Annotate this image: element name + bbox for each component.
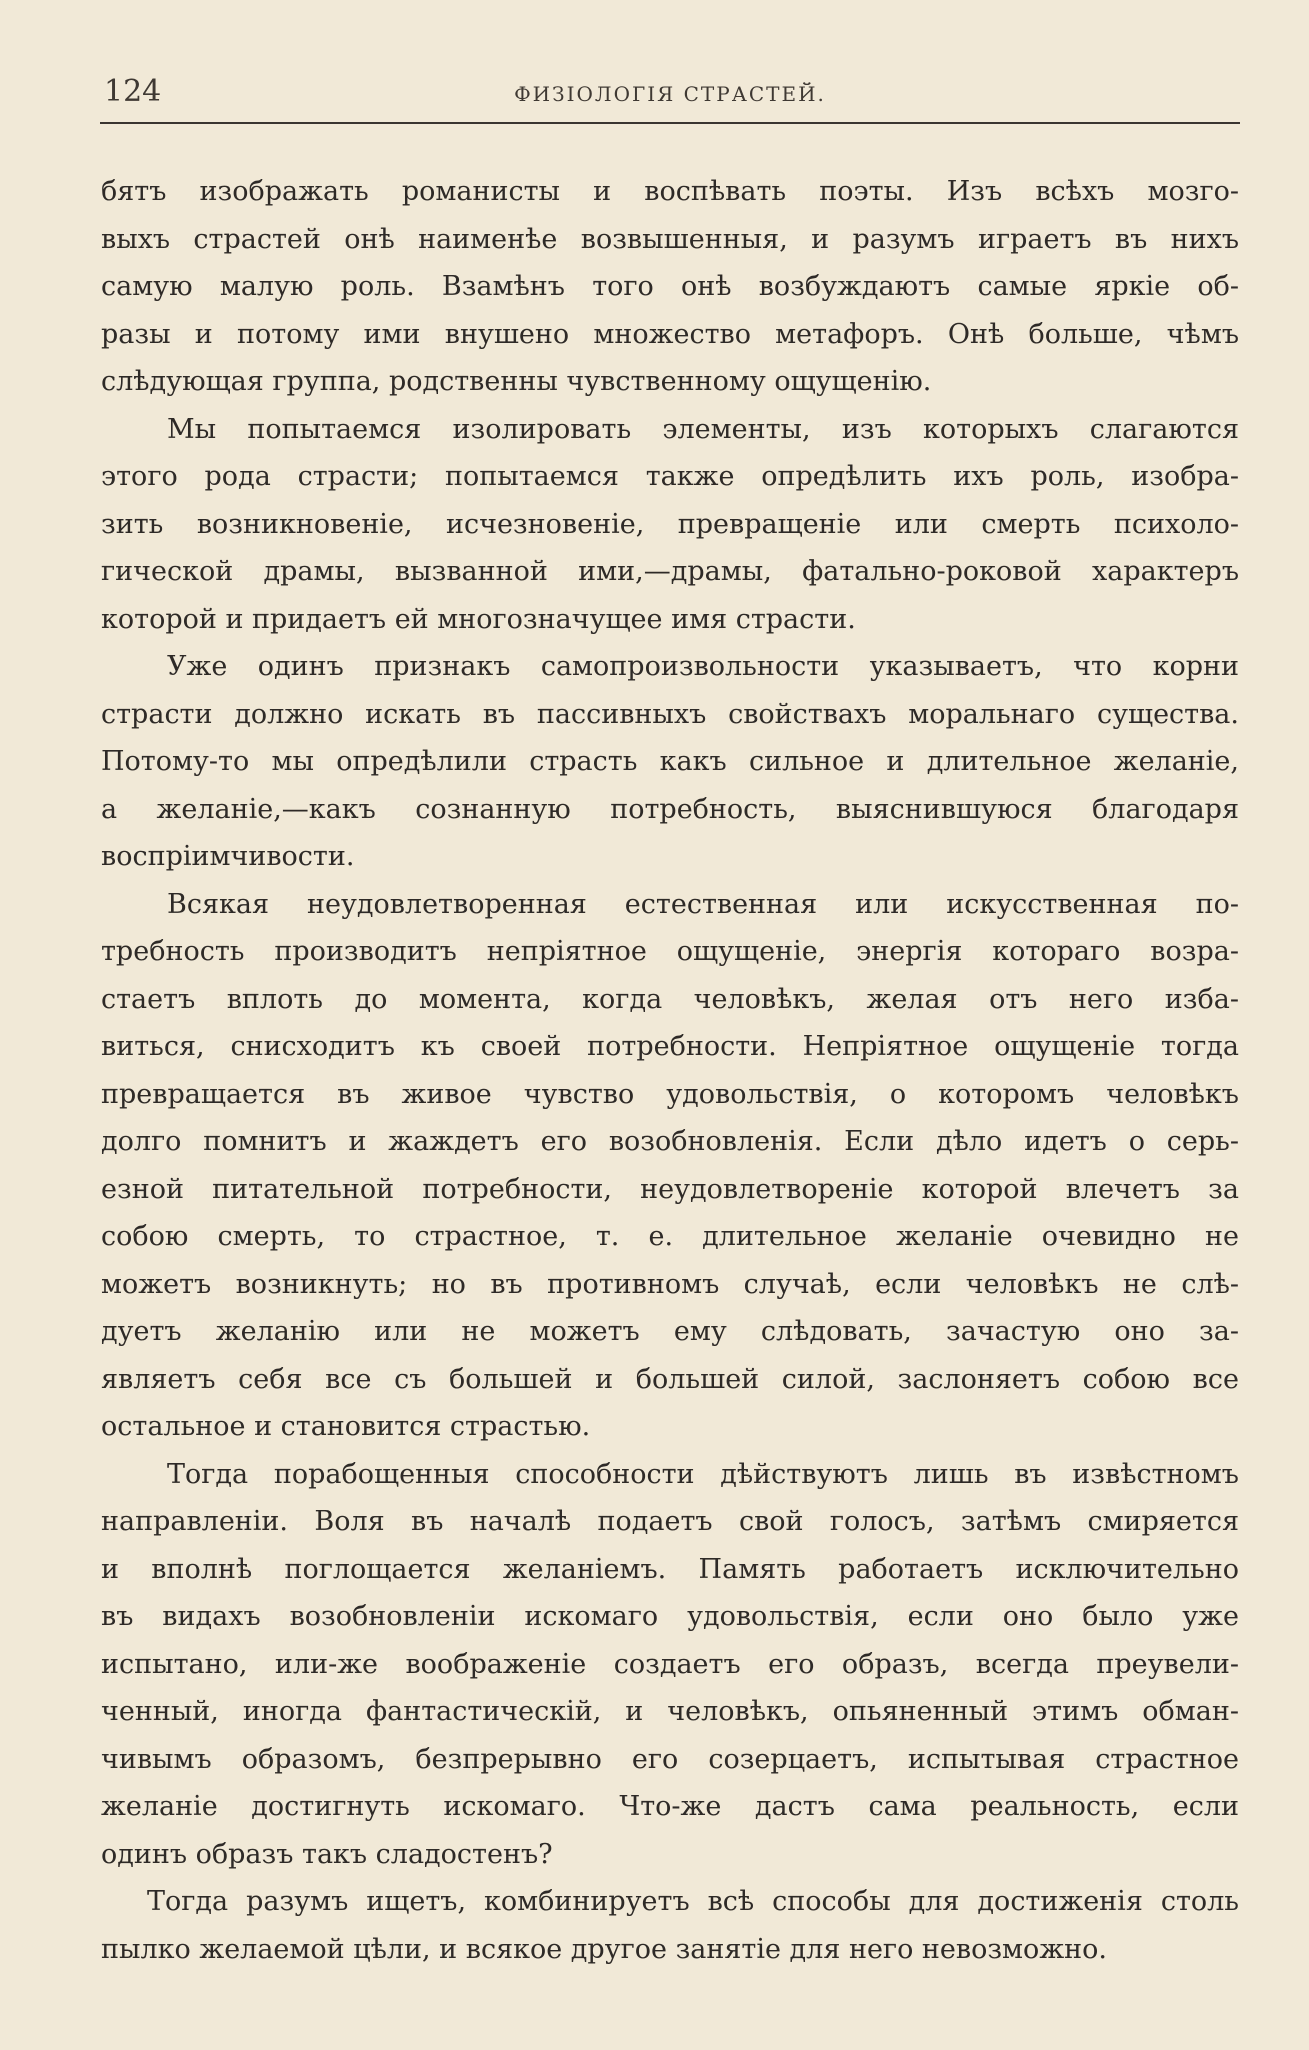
text-line: превращается въ живое чувство удовольствія, о которомъ человѣкъ xyxy=(101,1078,1239,1110)
text-line: ченный, иногда фантастическій, и человѣкъ, опьяненный этимъ обман- xyxy=(101,1696,1239,1727)
text-line: направленіи. Воля въ началѣ подаетъ свой голосъ, затѣмъ смиряется xyxy=(101,1506,1239,1537)
text-line: страсти должно искать въ пассивныхъ свойствахъ моральнаго существа. xyxy=(101,698,1239,730)
text-line: разы и потому ими внушено множество метафоръ. Онѣ больше, чѣмъ xyxy=(101,318,1239,350)
paragraph xyxy=(101,1451,1239,1879)
text-line: а желаніе,—какъ сознанную потребность, выяснившуюся благодаря xyxy=(101,793,1239,825)
text-line: въ видахъ возобновленіи искомаго удовольствія, если оно было уже xyxy=(101,1601,1239,1632)
text-line: стаетъ вплоть до момента, когда человѣкъ, желая отъ него изба- xyxy=(101,983,1239,1015)
paragraph xyxy=(101,881,1239,1451)
text-line: остальное и становится страстью. xyxy=(101,1411,591,1442)
text-line: требность производитъ непріятное ощущеніе, энергія котораго возра- xyxy=(101,936,1239,967)
text-line: испытано, или-же воображеніе создаетъ его образъ, всегда преувели- xyxy=(101,1648,1239,1680)
text-line: бятъ изображать романисты и воспѣвать поэты. Изъ всѣхъ мозго- xyxy=(101,176,1239,207)
text-line: долго помнитъ и жаждетъ его возобновленія. Если дѣло идетъ о серь- xyxy=(101,1126,1239,1157)
text-line: собою смерть, то страстное, т. е. длительное желаніе очевидно не xyxy=(101,1221,1239,1252)
text-line: чивымъ образомъ, безпрерывно его созерцаетъ, испытывая страстное xyxy=(101,1743,1239,1775)
text-line: которой и придаетъ ей многозначущее имя страсти. xyxy=(101,603,856,635)
text-line: Тогда порабощенныя способности дѣйствуютъ лишь въ извѣстномъ xyxy=(167,1458,1239,1490)
page-header xyxy=(100,74,1240,124)
text-line: зить возникновеніе, исчезновеніе, превращеніе или смерть психоло- xyxy=(101,508,1239,540)
text-line: самую малую роль. Взамѣнъ того онѣ возбуждаютъ самые яркіе об- xyxy=(101,271,1239,302)
text-line: езной питательной потребности, неудовлетвореніе которой влечетъ за xyxy=(101,1173,1239,1205)
text-line: воспріимчивости. xyxy=(101,841,355,872)
paragraph xyxy=(101,406,1239,644)
paragraph xyxy=(101,1878,1239,1973)
text-line: слѣдующая группа, родственны чувственному ощущенію. xyxy=(101,366,932,397)
body-text xyxy=(101,168,1239,1973)
text-line: являетъ себя все съ большей и большей силой, заслоняетъ собою все xyxy=(101,1363,1239,1395)
page-number: 124 xyxy=(104,74,162,109)
text-line: Потому-то мы опредѣлили страсть какъ сильное и длительное желаніе, xyxy=(101,746,1239,777)
text-line: и вполнѣ поглощается желаніемъ. Память работаетъ исключительно xyxy=(101,1553,1239,1585)
text-line: пылко желаемой цѣли, и всякое другое занятіе для него невозможно. xyxy=(101,1933,1107,1965)
running-title: ФИЗІОЛОГІЯ СТРАСТЕЙ. xyxy=(514,82,826,106)
paragraph xyxy=(101,643,1239,881)
text-line: можетъ возникнуть; но въ противномъ случаѣ, если человѣкъ не слѣ- xyxy=(101,1268,1239,1300)
text-line: желаніе достигнуть искомаго. Что-же дастъ сама реальность, если xyxy=(101,1791,1239,1822)
paragraph xyxy=(101,168,1239,406)
text-line: Мы попытаемся изолировать элементы, изъ которыхъ слагаются xyxy=(167,413,1239,445)
text-line: дуетъ желанію или не можетъ ему слѣдовать, зачастую оно за- xyxy=(101,1316,1239,1347)
text-line: гической драмы, вызванной ими,—драмы, фатально-роковой характеръ xyxy=(101,556,1239,587)
text-line: виться, снисходитъ къ своей потребности. Непріятное ощущеніе тогда xyxy=(101,1031,1239,1062)
text-line: одинъ образъ такъ сладостенъ? xyxy=(101,1838,553,1870)
text-line: Всякая неудовлетворенная естественная или искусственная по- xyxy=(167,888,1239,920)
text-line: Тогда разумъ ищетъ, комбинируетъ всѣ способы для достиженія столь xyxy=(147,1886,1239,1917)
text-line: этого рода страсти; попытаемся также опредѣлить ихъ роль, изобра- xyxy=(101,461,1239,492)
text-line: Уже одинъ признакъ самопроизвольности указываетъ, что корни xyxy=(167,651,1239,682)
text-line: выхъ страстей онѣ наименѣе возвышенныя, и разумъ играетъ въ нихъ xyxy=(101,223,1239,255)
